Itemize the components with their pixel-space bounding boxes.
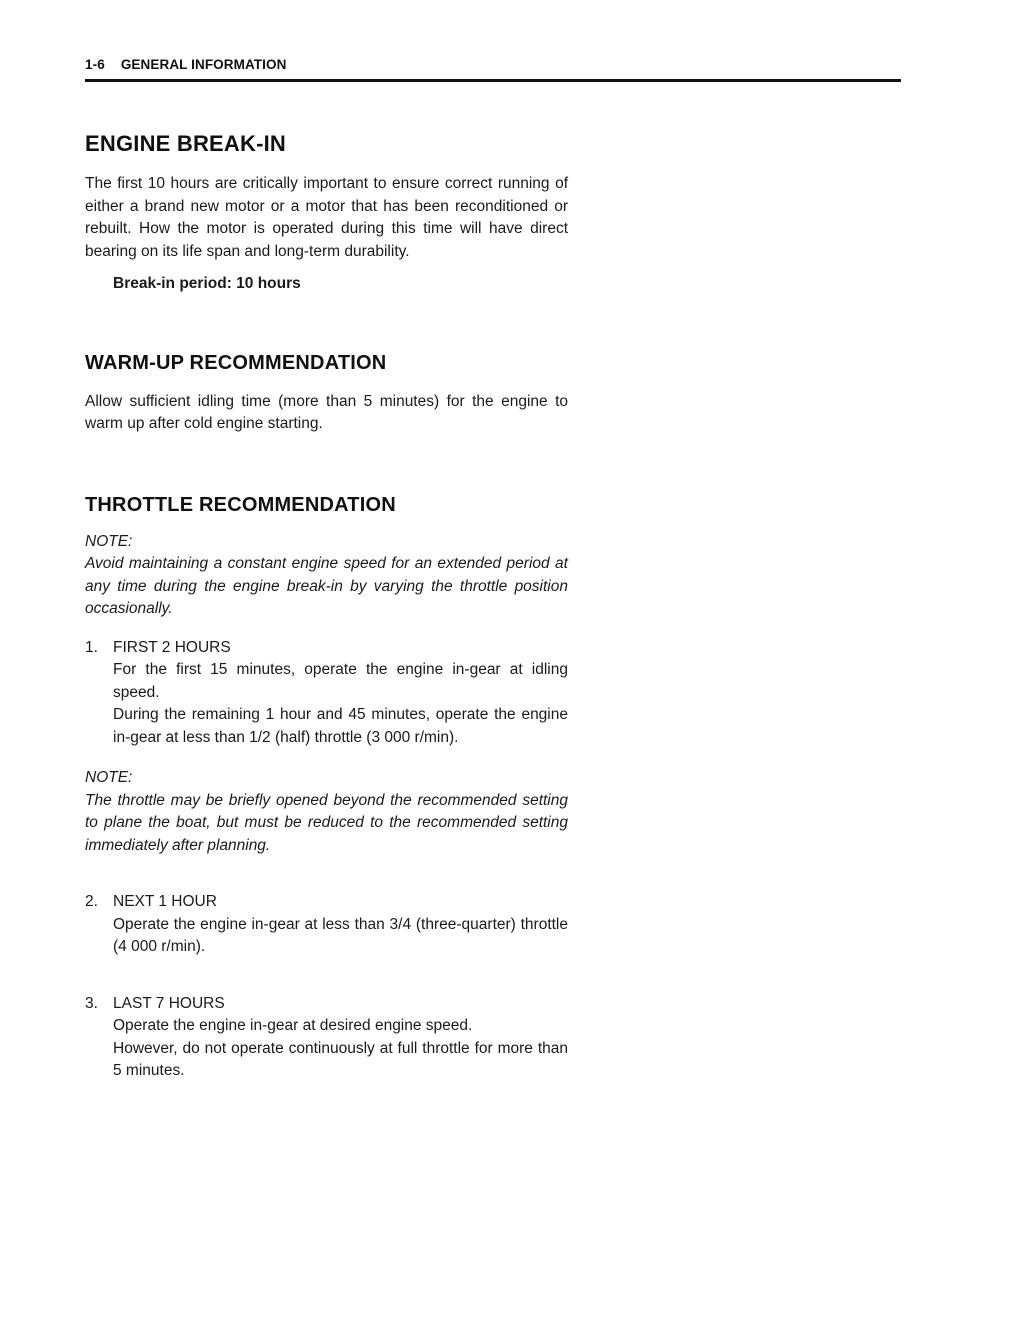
throttle-note-2	[85, 767, 568, 857]
break-in-period-note: Break-in period: 10 hours	[113, 275, 301, 292]
note-label: NOTE:	[85, 532, 133, 550]
list-item-text: Operate the engine in-gear at less than 3/4 (three-quarter) throttle (4 000 r/min).	[113, 915, 568, 955]
page-header	[85, 57, 1024, 72]
list-item-text: During the remaining 1 hour and 45 minutes, operate the engine in-gear at less than 1/2 (half) throttle (3 000 r/min).	[113, 706, 568, 746]
list-item-number: 3.	[85, 994, 98, 1012]
page-content	[85, 131, 568, 1083]
list-item-heading	[85, 891, 568, 914]
throttle-note-1	[85, 531, 568, 621]
list-item-last-7-hours	[85, 993, 568, 1083]
throttle-title: THROTTLE RECOMMENDATION	[85, 493, 396, 516]
note-body: Avoid maintaining a constant engine speed for an extended period at any time during the engine break-in by varying the throttle position occasionally.	[85, 555, 568, 617]
warm-up-title: WARM-UP RECOMMENDATION	[85, 351, 387, 374]
header-section-title: GENERAL INFORMATION	[120, 57, 287, 72]
engine-break-in-title: ENGINE BREAK-IN	[85, 131, 287, 156]
list-item-number: 1.	[85, 638, 98, 656]
list-item-title: NEXT 1 HOUR	[113, 893, 217, 910]
list-item-text: However, do not operate continuously at full throttle for more than 5 minutes.	[113, 1039, 568, 1079]
header-divider	[85, 79, 901, 82]
section-throttle	[85, 494, 568, 1083]
list-item-number: 2.	[85, 893, 98, 910]
section-warm-up	[85, 352, 568, 436]
list-item-first-2-hours	[85, 637, 568, 750]
page-number: 1-6	[85, 57, 105, 72]
list-item-next-1-hour	[85, 891, 568, 959]
list-item-title: LAST 7 HOURS	[113, 994, 225, 1012]
list-item-title: FIRST 2 HOURS	[113, 638, 231, 656]
list-item-heading	[85, 993, 568, 1016]
warm-up-paragraph: Allow sufficient idling time (more than 5 minutes) for the engine to warm up after cold engine starting.	[85, 392, 568, 432]
list-item-text: For the first 15 minutes, operate the engine in-gear at idling speed.	[113, 661, 568, 701]
list-item-text: Operate the engine in-gear at desired engine speed.	[113, 1017, 473, 1034]
note-body: The throttle may be briefly opened beyond the recommended setting to plane the boat, but must be reduced to the recommended setting immediately after planning.	[85, 791, 568, 854]
list-item-heading	[85, 637, 568, 660]
section-engine-break-in	[85, 131, 568, 296]
note-label: NOTE:	[85, 769, 133, 786]
engine-break-in-paragraph: The first 10 hours are critically important to ensure correct running of either a brand new motor or a motor that has been reconditioned or rebuilt. How the motor is operated during this time will have direct bearing on its life span and long-term durability.	[85, 175, 568, 260]
